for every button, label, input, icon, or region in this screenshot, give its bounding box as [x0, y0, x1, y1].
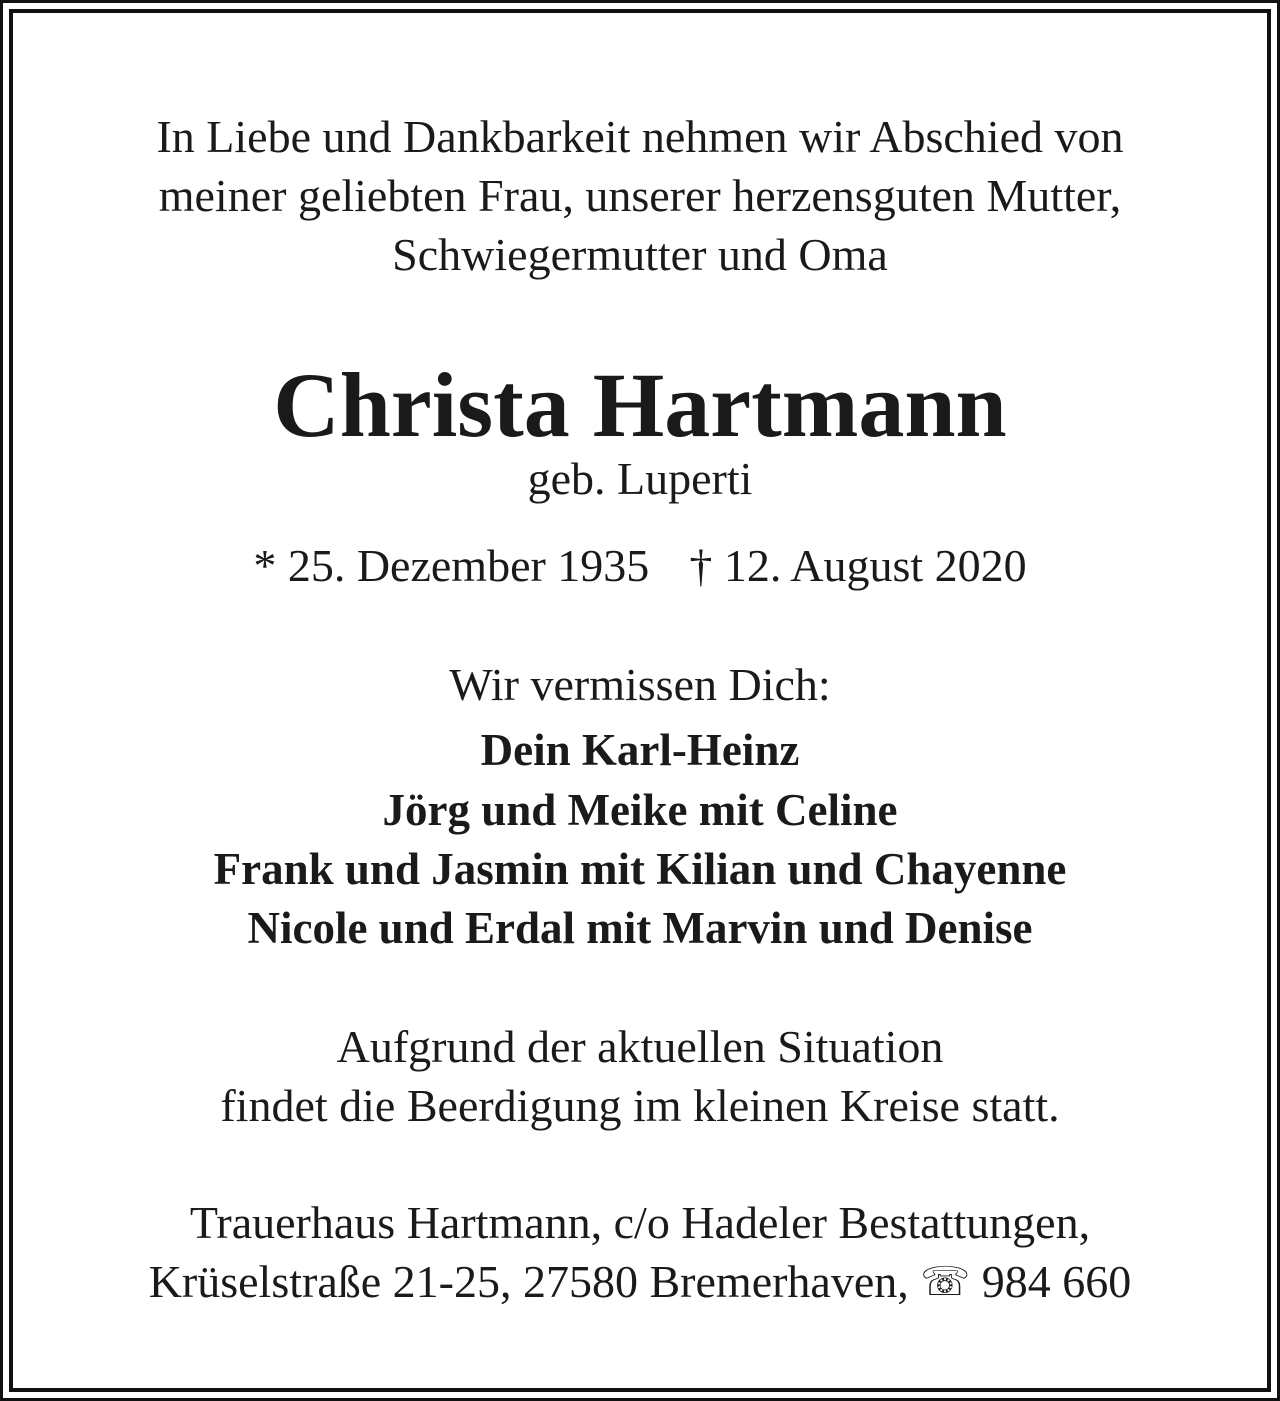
maiden-name: geb. Luperti [527, 453, 753, 504]
telephone-icon: ☏ [920, 1259, 971, 1305]
contact-line-1: Trauerhaus Hartmann, c/o Hadeler Bestattungen, [189, 1197, 1091, 1248]
notice-line-1: Aufgrund der aktuellen Situation [336, 1021, 944, 1072]
intro-line-2: meiner geliebten Frau, unserer herzensguten Mutter, [158, 170, 1122, 221]
life-dates [13, 540, 1267, 591]
obituary-inner-border [9, 9, 1271, 1392]
deceased-name: Christa Hartmann [273, 354, 1007, 456]
contact-line-2 [13, 1256, 1267, 1307]
death-date: † 12. August 2020 [689, 540, 1027, 591]
intro-line-3: Schwiegermutter und Oma [392, 229, 888, 280]
intro-line-1: In Liebe und Dankbarkeit nehmen wir Abschied von [156, 111, 1124, 162]
contact-phone: 984 660 [981, 1256, 1132, 1307]
mourner-line: Frank und Jasmin mit Kilian und Chayenne [213, 844, 1067, 894]
birth-date: * 25. Dezember 1935 [253, 540, 650, 591]
mourner-line: Dein Karl-Heinz [480, 725, 800, 775]
contact-address: Krüselstraße 21-25, 27580 Bremerhaven, [148, 1256, 909, 1307]
mourner-line: Jörg und Meike mit Celine [382, 785, 898, 835]
notice-line-2: findet die Beerdigung im kleinen Kreise statt. [220, 1080, 1060, 1131]
mourner-line: Nicole und Erdal mit Marvin und Denise [247, 903, 1033, 953]
mourners-heading: Wir vermissen Dich: [449, 659, 831, 710]
